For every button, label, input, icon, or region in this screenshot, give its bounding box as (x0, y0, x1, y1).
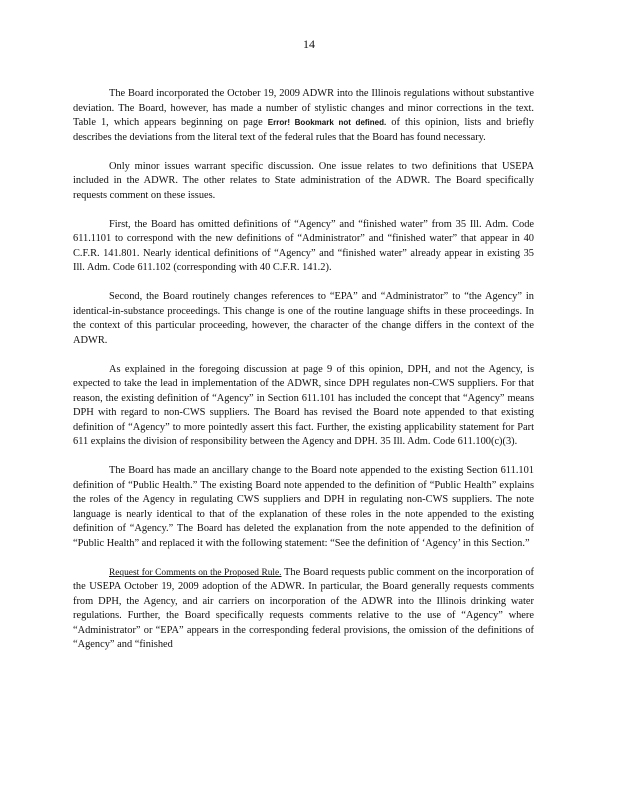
paragraph-incorporation-text-b: of this opinion, lists and briefly describes the deviations from the literal text of the federal rules that the Board has found necessary. (73, 117, 534, 143)
paragraph-incorporation (73, 87, 534, 145)
document-body (73, 87, 534, 653)
paragraph-dph-role: As explained in the foregoing discussion at page 9 of this opinion, DPH, and not the Agency, is expected to take the lead in implementation of the ADWR, since DPH regulates non-CWS suppliers. For that reason, the existing definition of “Agency” in Section 611.101 has included the concept that “Agency” means DPH with regard to non-CWS suppliers. The Board has revised the Board note appended to that existing definition of “Agency” to more pointedly assert this fact. Further, the existing applicability statement for Part 611 explains the division of responsibility between the Agency and DPH. 35 Ill. Adm. Code 611.100(c)(3). (73, 363, 534, 447)
broken-bookmark-reference: Error! Bookmark not defined. (267, 118, 387, 127)
paragraph-public-health-note: The Board has made an ancillary change to the Board note appended to the existing Section 611.101 definition of “Public Health.” The existing Board note appended to the definition of “Public Health” explains the roles of the Agency in regulating CWS suppliers and DPH in regulating non-CWS suppliers. The note language is nearly identical to that of the explanation of these roles in the note appended to the existing definition of “Agency.” The Board has deleted the explanation from the note appended to the definition of “Public Health” and replaced it with the following statement: “See the definition of ‘Agency’ in this Section.” (73, 465, 534, 549)
paragraph-minor-issues: Only minor issues warrant specific discussion. One issue relates to two definitions that USEPA included in the ADWR. The other relates to State administration of the ADWR. The Board specifically requests comment on these issues. (73, 160, 534, 201)
request-for-comments-heading: Request for Comments on the Proposed Rule. (109, 567, 282, 578)
paragraph-first-definitions: First, the Board has omitted definitions of “Agency” and “finished water” from 35 Ill. Adm. Code 611.1101 to correspond with the new definitions of “Administrator” and “finished water” that appear in 40 C.F.R. 141.801. Nearly identical definitions of “Agency” and “finished water” already appear in existing 35 Ill. Adm. Code 611.102 (corresponding with 40 C.F.R. 141.2). (73, 218, 534, 273)
paragraph-second-references: Second, the Board routinely changes references to “EPA” and “Administrator” to “the Agency” in identical-in-substance proceedings. This change is one of the routine language shifts in these proceedings. In the context of this particular proceeding, however, the character of the change differs in the context of the ADWR. (73, 291, 534, 346)
page-number: 14 (303, 37, 315, 51)
request-for-comments-text: The Board requests public comment on the incorporation of the USEPA October 19, 2009 adoption of the ADWR. In particular, the Board generally requests comments from DPH, the Agency, and air carriers on incorporation of the ADWR into the Illinois drinking water regulations. Further, the Board specifically requests comments relative to the use of “Agency” where “Administrator” or “EPA” appears in the corresponding federal provisions, the omission of the definitions of “Agency” and “finished (73, 566, 534, 650)
paragraph-request-for-comments (73, 566, 534, 653)
paragraph-incorporation-text-a: The Board incorporated the October 19, 2009 ADWR into the Illinois regulations without substantive deviation. The Board, however, has made a number of stylistic changes and minor corrections in the text. Table 1, which appears beginning on page (73, 88, 534, 128)
